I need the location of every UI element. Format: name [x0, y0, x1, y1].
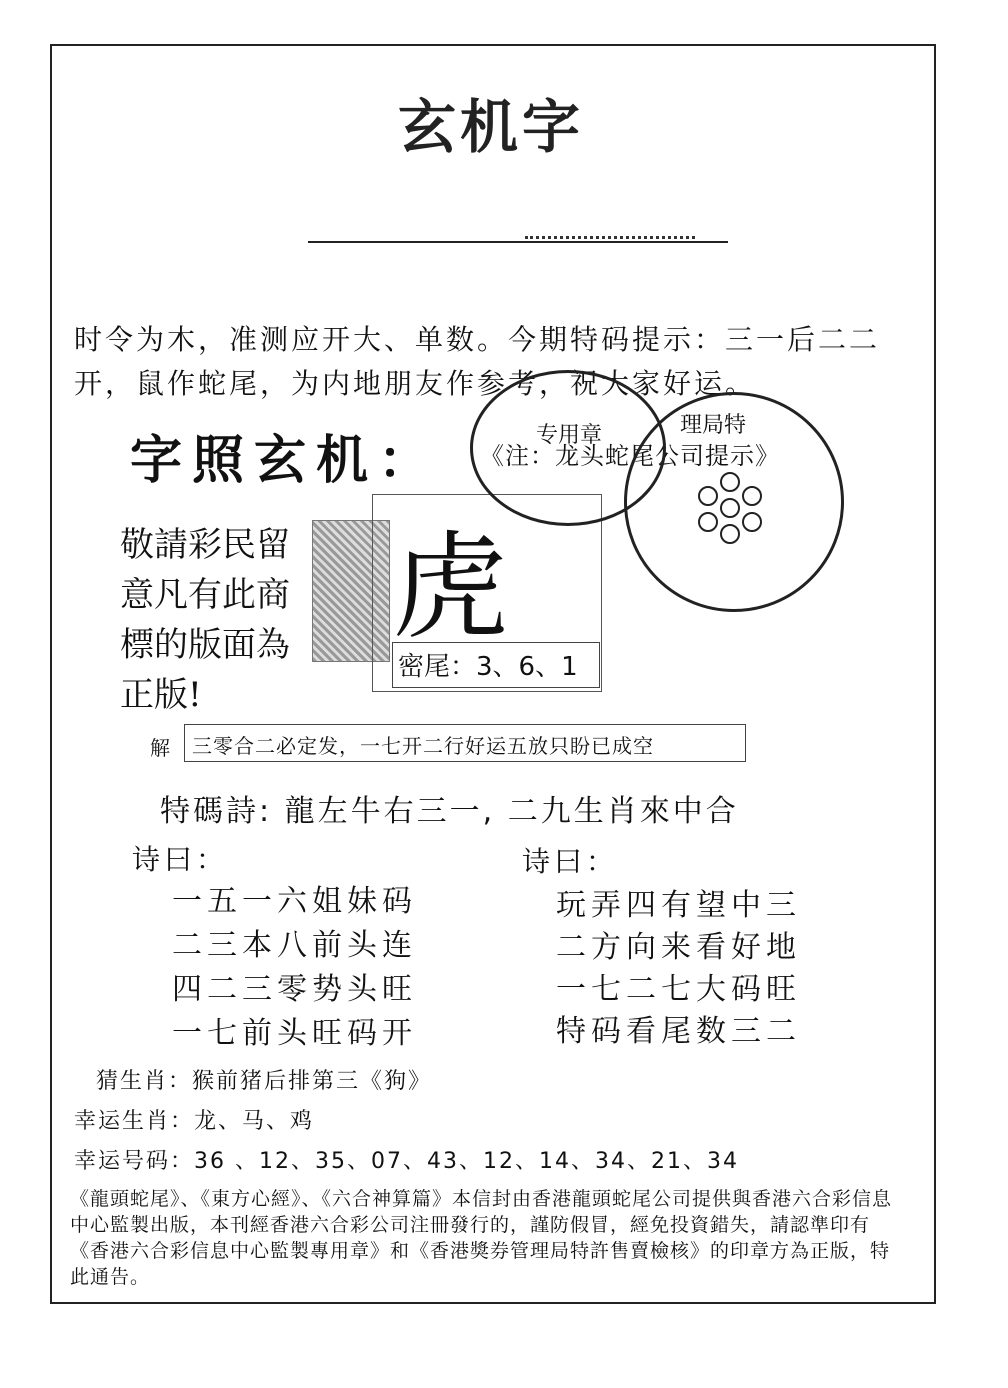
lucky-numbers: 幸运号码：36 、12、35、07、43、12、14、34、21、34: [74, 1149, 739, 1174]
poem-left-heading: 诗曰：: [132, 843, 229, 876]
seal-flower-icon: [694, 472, 764, 542]
special-poem-title: 特碼詩: 龍左牛右三一, 二九生肖來中合: [160, 794, 739, 829]
intro-paragraph: 时令为木，准测应开大、单数。今期特码提示：三一后二二开，鼠作蛇尾，为内地朋友作参考，祝大家好运。: [74, 323, 881, 400]
seal-right-text: 理局特: [680, 413, 747, 438]
mi-wei: 密尾：3、6、1: [398, 652, 578, 682]
company-note: 《注：龙头蛇尾公司提示》: [480, 442, 780, 470]
poem-left-line: 四二三零势头旺: [172, 972, 417, 1007]
poem-right-line: 特码看尾数三二: [556, 1014, 801, 1049]
title-divider: [308, 241, 728, 243]
jie-label: 解: [150, 736, 170, 760]
poem-right-heading: 诗曰：: [522, 845, 619, 878]
tiger-character: 虎: [392, 520, 508, 655]
zi-zhao-heading: 字照玄机：: [130, 431, 441, 491]
authenticity-warning: 敬請彩民留意凡有此商標的版面為正版!: [120, 525, 290, 715]
poem-left-line: 一五一六姐妹码: [172, 884, 417, 919]
poem-right-line: 二方向来看好地: [556, 930, 801, 965]
poem-right-line: 一七二七大码旺: [556, 972, 801, 1007]
footer-notice: 《龍頭蛇尾》、《東方心經》、《六合神算篇》本信封由香港龍頭蛇尾公司提供與香港六合彩信息中心監製出版，本刊經香港六合彩公司注冊發行的，謹防假冒，經免投資錯失，請認準印有《香港六合彩信息中心監製專用章》和《香港獎券管理局特許售賣檢核》的印章方為正版，特此通告。: [70, 1188, 893, 1288]
divider-dots: [525, 236, 695, 239]
lucky-zodiac: 幸运生肖：龙、马、鸡: [74, 1109, 315, 1134]
seal-left-text: 专用章: [536, 423, 603, 448]
poem-right-line: 玩弄四有望中三: [556, 888, 801, 923]
page-title: 玄机字: [398, 93, 585, 161]
poem-left-line: 二三本八前头连: [172, 928, 417, 963]
jie-text: 三零合二必定发，一七开二行好运五放只盼已成空: [192, 734, 654, 758]
poem-left-line: 一七前头旺码开: [172, 1016, 417, 1051]
guess-zodiac: 猜生肖：猴前猪后排第三《狗》: [96, 1069, 433, 1094]
